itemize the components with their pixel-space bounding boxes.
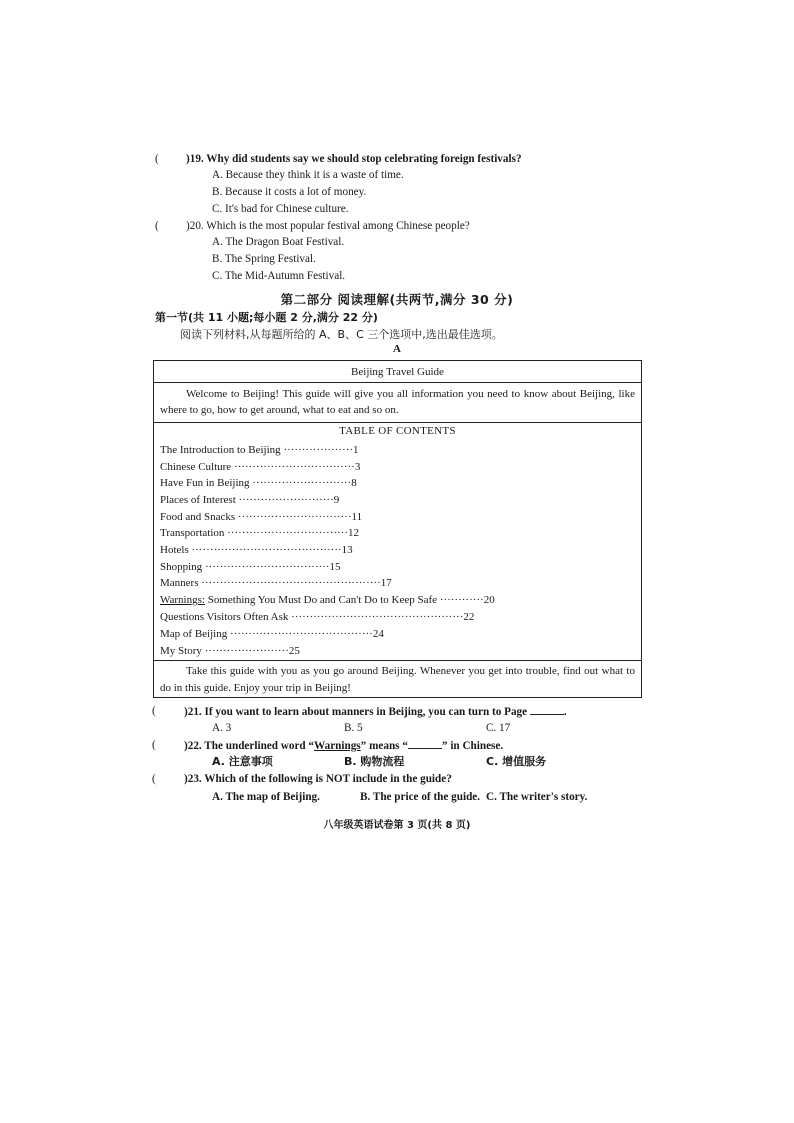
toc-page: 3 <box>354 461 361 473</box>
toc-label: The Introduction to Beijing <box>160 444 281 456</box>
toc-page: 9 <box>333 494 340 506</box>
toc-page: 8 <box>351 477 357 489</box>
toc-title: TABLE OF CONTENTS <box>339 425 456 437</box>
q23-option-a[interactable]: A. The map of Beijing. <box>212 791 320 803</box>
q23-option-c[interactable]: C. The writer's story. <box>486 791 588 803</box>
section-subtitle: 第一节(共 11 小题;每小题 2 分,满分 22 分) <box>155 311 378 324</box>
toc-label: Hotels <box>160 544 189 556</box>
toc-page: 20 <box>483 594 495 606</box>
toc-item <box>160 493 339 507</box>
answer-paren-20[interactable]: ( <box>155 220 159 232</box>
toc-label: Food and Snacks <box>160 511 236 523</box>
toc-label: Shopping <box>160 561 203 573</box>
answer-paren-22[interactable]: ( <box>152 739 156 751</box>
question-21 <box>184 704 567 719</box>
answer-paren-23[interactable]: ( <box>152 773 156 785</box>
guide-outro <box>154 661 641 697</box>
q23-option-b[interactable]: B. The price of the guide. <box>360 791 481 803</box>
toc-item <box>160 476 357 490</box>
guide-intro-text: Welcome to Beijing! This guide will give you all information you need to know about Beijing, like where to go, how to get around, what to eat and so on. <box>160 388 635 416</box>
q21-text-end: . <box>563 706 567 718</box>
toc-item <box>160 610 474 624</box>
toc-label: Manners <box>160 577 199 589</box>
toc-page: 24 <box>372 628 384 640</box>
section-instruction: 阅读下列材料,从每题所给的 A、B、C 三个选项中,选出最佳选项。 <box>180 328 503 341</box>
question-22 <box>184 738 503 753</box>
toc-dots: ············ <box>439 594 484 606</box>
toc-page: 12 <box>348 527 360 539</box>
table-of-contents <box>154 423 641 661</box>
q22-option-a[interactable]: A. 注意事项 <box>212 755 273 768</box>
toc-page: 11 <box>351 511 363 523</box>
q21-option-c[interactable]: C. 17 <box>486 722 511 734</box>
q21-blank[interactable] <box>530 704 564 715</box>
toc-label: Have Fun in Beijing <box>160 477 250 489</box>
toc-dots: ··················· <box>283 444 354 456</box>
q20-option-a[interactable]: A. The Dragon Boat Festival. <box>212 236 345 248</box>
toc-item <box>160 510 362 524</box>
toc-page: 13 <box>341 544 353 556</box>
toc-item <box>160 593 495 607</box>
toc-label-rest: Something You Must Do and Can't Do to Keep Safe <box>204 594 438 606</box>
toc-label: Transportation <box>160 527 225 539</box>
answer-paren-19[interactable]: ( <box>155 153 159 165</box>
toc-dots: ································· <box>233 461 355 473</box>
q20-option-c[interactable]: C. The Mid-Autumn Festival. <box>212 270 346 282</box>
toc-label: Places of Interest <box>160 494 236 506</box>
beijing-travel-guide <box>153 360 642 698</box>
toc-page: 1 <box>353 444 359 456</box>
question-20: )20. Which is the most popular festival among Chinese people? <box>186 220 470 232</box>
q19-option-c[interactable]: C. It's bad for Chinese culture. <box>212 203 349 215</box>
question-23: )23. Which of the following is NOT include in the guide? <box>184 773 452 785</box>
toc-dots: ········································· <box>191 544 342 556</box>
toc-dots: ··············································· <box>291 611 464 623</box>
q22-option-c[interactable]: C. 增值服务 <box>486 755 547 768</box>
toc-page: 15 <box>329 561 341 573</box>
toc-item <box>160 443 359 457</box>
page-footer: 八年级英语试卷第 3 页(共 8 页) <box>323 820 471 831</box>
toc-item <box>160 576 392 590</box>
toc-label: Questions Visitors Often Ask <box>160 611 289 623</box>
passage-label: A <box>393 343 401 355</box>
guide-title: Beijing Travel Guide <box>154 361 641 383</box>
q19-option-b[interactable]: B. Because it costs a lot of money. <box>212 186 367 198</box>
toc-item <box>160 460 360 474</box>
guide-intro <box>154 383 641 423</box>
toc-item <box>160 526 359 540</box>
q21-option-b[interactable]: B. 5 <box>344 722 363 734</box>
q21-text: )21. If you want to learn about manners in Beijing, you can turn to Page <box>184 706 528 718</box>
q22-text: )22. The underlined word “ <box>184 740 315 752</box>
toc-label: Map of Beijing <box>160 628 228 640</box>
q19-option-a[interactable]: A. Because they think it is a waste of time. <box>212 169 404 181</box>
q22-text-mid: ” means “ <box>360 740 408 752</box>
toc-dots: ··························· <box>252 477 352 489</box>
question-19: )19. Why did students say we should stop celebrating foreign festivals? <box>186 153 522 165</box>
guide-outro-text: Take this guide with you as you go around Beijing. Whenever you get into trouble, find out what to do in this guide. Enjoy your trip in Beijing! <box>160 665 635 694</box>
toc-page: 17 <box>380 577 392 589</box>
toc-dots: ······································· <box>229 628 373 640</box>
toc-dots: ································· <box>227 527 349 539</box>
toc-dots: ·························· <box>238 494 334 506</box>
toc-label: My Story <box>160 645 202 657</box>
toc-item <box>160 543 353 557</box>
answer-paren-21[interactable]: ( <box>152 705 156 717</box>
q22-blank[interactable] <box>408 738 442 749</box>
q20-option-b[interactable]: B. The Spring Festival. <box>212 253 316 265</box>
toc-item <box>160 560 340 574</box>
q22-underlined-word: Warnings <box>314 740 361 752</box>
toc-dots: ······························· <box>237 511 352 523</box>
toc-dots: ·································· <box>204 561 330 573</box>
toc-label-warnings: Warnings: <box>160 594 205 606</box>
toc-dots: ················································· <box>201 577 381 589</box>
toc-page: 22 <box>463 611 475 623</box>
toc-dots: ······················· <box>204 645 289 657</box>
q21-option-a[interactable]: A. 3 <box>212 722 232 734</box>
toc-page: 25 <box>288 645 300 657</box>
q22-option-b[interactable]: B. 购物流程 <box>344 755 405 768</box>
toc-item <box>160 627 384 641</box>
toc-label: Chinese Culture <box>160 461 232 473</box>
toc-item <box>160 644 300 658</box>
q22-text-end: ” in Chinese. <box>441 740 504 752</box>
section-title: 第二部分 阅读理解(共两节,满分 30 分) <box>280 292 514 307</box>
